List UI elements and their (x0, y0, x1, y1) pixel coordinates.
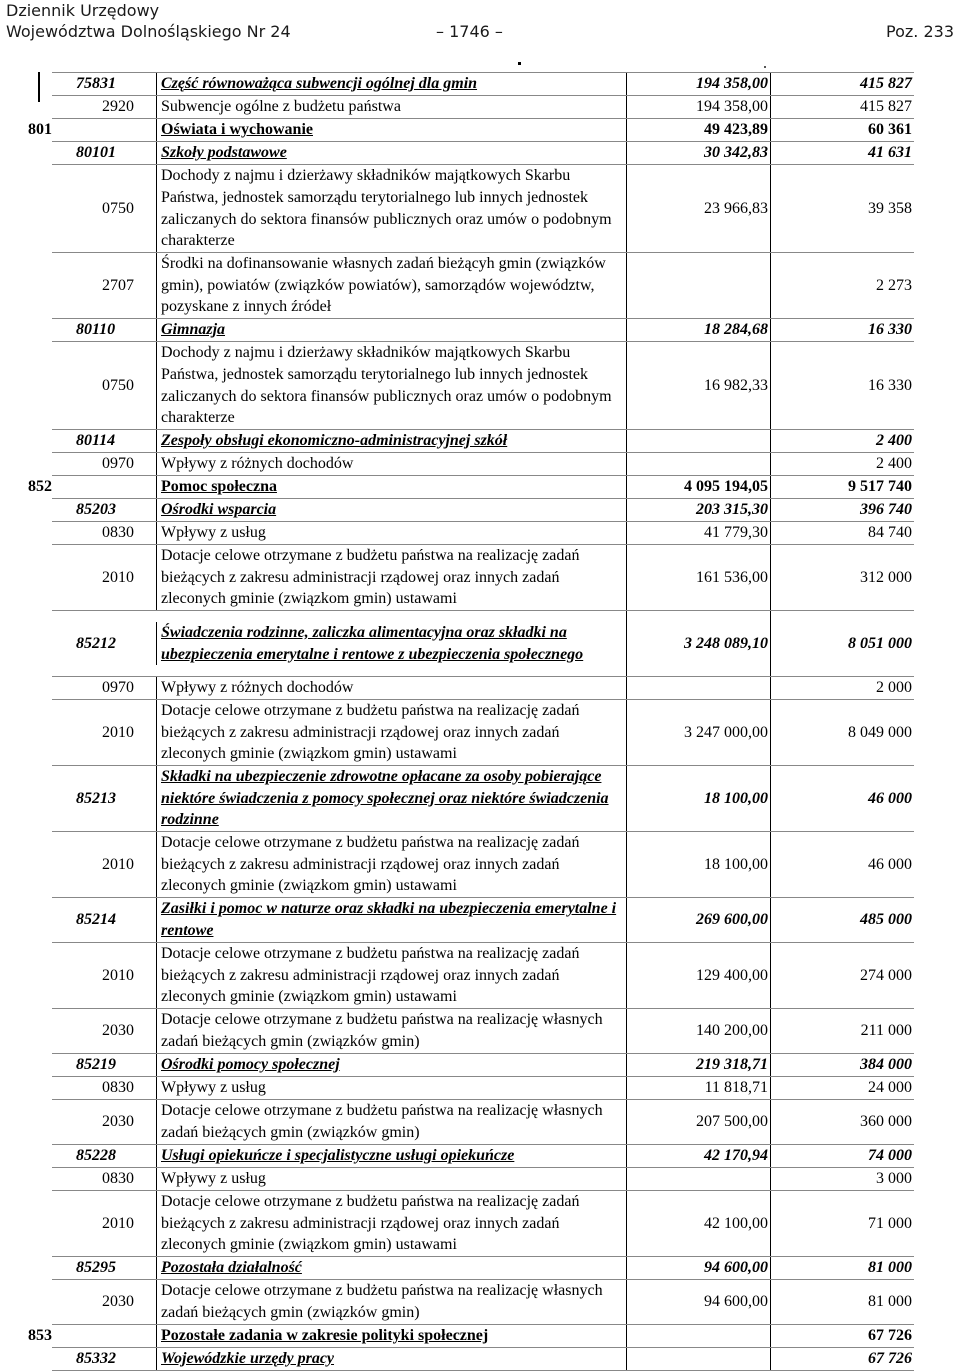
description-text: Szkoły podstawowe (161, 144, 287, 162)
code-label: 0830 (102, 1079, 134, 1096)
code-label: 2010 (102, 855, 134, 873)
position-number: Poz. 233 (886, 22, 954, 41)
code-label: 85295 (76, 1259, 116, 1276)
code-label: 852 (28, 478, 52, 495)
code-label: 853 (28, 1327, 52, 1344)
code-label: 2030 (102, 1113, 134, 1130)
amount-executed: 16 982,33 (626, 342, 770, 429)
table-row (52, 1053, 914, 1076)
amount-executed (626, 1168, 770, 1190)
amount-planned: 67 726 (770, 1348, 914, 1370)
classification-code (52, 499, 156, 521)
amount-planned: 2 400 (770, 430, 914, 452)
classification-code (52, 1168, 156, 1190)
item-description (156, 522, 626, 544)
classification-code (52, 1077, 156, 1099)
table-row (52, 141, 914, 164)
amount-planned: 360 000 (770, 1100, 914, 1144)
amount-executed: 194 358,00 (626, 96, 770, 118)
table-row (52, 1190, 914, 1256)
table-row (52, 1144, 914, 1167)
amount-planned: 485 000 (770, 898, 914, 942)
table-row (52, 1076, 914, 1099)
classification-code (52, 1054, 156, 1076)
amount-planned: 8 051 000 (770, 611, 914, 676)
description-text: Gimnazja (161, 321, 226, 339)
amount-planned: 415 827 (770, 73, 914, 95)
amount-planned: 60 361 (770, 119, 914, 141)
amount-executed: 4 095 194,05 (626, 476, 770, 498)
amount-planned: 384 000 (770, 1054, 914, 1076)
description-text: Wpływy z usług (161, 524, 266, 542)
item-description (156, 476, 626, 498)
table-row (28, 118, 914, 141)
description-text: Pomoc społeczna (161, 478, 277, 496)
amount-planned: 211 000 (770, 1009, 914, 1053)
classification-code (52, 342, 156, 429)
classification-code (28, 476, 156, 498)
amount-planned: 24 000 (770, 1077, 914, 1099)
item-description (156, 898, 626, 941)
amount-planned: 16 330 (770, 319, 914, 341)
table-row (52, 1167, 914, 1190)
code-label: 80101 (76, 144, 116, 161)
item-description (156, 1348, 626, 1370)
code-label: 2010 (102, 1214, 134, 1232)
amount-executed: 41 779,30 (626, 522, 770, 544)
table-row (52, 544, 914, 610)
description-text: Pozostałe zadania w zakresie polityki społecznej (161, 1327, 489, 1345)
item-description (156, 319, 626, 341)
item-description (156, 622, 626, 665)
amount-executed: 140 200,00 (626, 1009, 770, 1053)
classification-code (52, 1348, 156, 1370)
code-label: 2010 (102, 723, 134, 741)
item-description (156, 1168, 626, 1190)
table-row (52, 164, 914, 252)
item-description (156, 1191, 626, 1256)
table-row (52, 831, 914, 897)
amount-executed: 42 100,00 (626, 1191, 770, 1256)
table-row (52, 318, 914, 341)
amount-planned: 46 000 (770, 832, 914, 897)
amount-executed: 3 248 089,10 (626, 611, 770, 676)
classification-code (52, 253, 156, 318)
amount-planned: 312 000 (770, 545, 914, 610)
classification-code (52, 898, 156, 942)
item-description (156, 430, 626, 452)
classification-code (52, 1191, 156, 1256)
description-text: Pozostała działalność (161, 1259, 302, 1277)
amount-executed: 203 315,30 (626, 499, 770, 521)
code-label: 85213 (76, 789, 116, 807)
amount-executed (626, 430, 770, 452)
code-label: 85203 (76, 501, 116, 518)
amount-executed: 129 400,00 (626, 943, 770, 1008)
item-description (156, 677, 626, 699)
item-description (156, 73, 626, 95)
item-description (156, 453, 626, 475)
description-text: Oświata i wychowanie (161, 121, 313, 139)
description-text: Dotacje celowe otrzymane z budżetu państwa na realizację zadań bieżących z zakresu administracji rządowej oraz innych zadań zleconych gminie (związkom gmin) ustawami (161, 833, 580, 895)
amount-planned: 81 000 (770, 1280, 914, 1324)
description-text: Wpływy z usług (161, 1170, 266, 1188)
classification-code (52, 165, 156, 252)
table-row (52, 95, 914, 118)
code-label: 0830 (102, 1170, 134, 1187)
description-text: Dotacje celowe otrzymane z budżetu państwa na realizację zadań bieżących z zakresu administracji rządowej oraz innych zadań zleconych gminie (związkom gmin) ustawami (161, 1192, 580, 1254)
amount-executed: 207 500,00 (626, 1100, 770, 1144)
code-label: 0750 (102, 199, 134, 217)
code-label: 0970 (102, 455, 134, 472)
amount-executed: 269 600,00 (626, 898, 770, 942)
amount-planned: 41 631 (770, 142, 914, 164)
table-row (28, 1324, 914, 1347)
amount-executed: 23 966,83 (626, 165, 770, 252)
amount-planned: 67 726 (770, 1325, 914, 1347)
classification-code (52, 943, 156, 1008)
amount-executed: 94 600,00 (626, 1257, 770, 1279)
journal-issue: Województwa Dolnośląskiego Nr 24 (6, 22, 291, 41)
table-row (52, 72, 914, 95)
amount-executed: 94 600,00 (626, 1280, 770, 1324)
description-text: Dotacje celowe otrzymane z budżetu państwa na realizację własnych zadań bieżących gmin (związków gmin) (161, 1282, 603, 1321)
amount-planned: 9 517 740 (770, 476, 914, 498)
code-label: 2030 (102, 1293, 134, 1310)
item-description (156, 1054, 626, 1076)
code-label: 2707 (102, 276, 134, 294)
code-label: 2010 (102, 568, 134, 586)
description-text: Zespoły obsługi ekonomiczno-administracyjnej szkół (161, 432, 508, 450)
classification-code (52, 1145, 156, 1167)
code-label: 0970 (102, 679, 134, 696)
item-description (156, 545, 626, 610)
description-text: Wpływy z różnych dochodów (161, 455, 354, 473)
amount-planned: 16 330 (770, 342, 914, 429)
table-row (52, 1256, 914, 1279)
amount-executed: 42 170,94 (626, 1145, 770, 1167)
item-description (156, 165, 626, 252)
amount-executed (626, 253, 770, 318)
amount-executed: 18 100,00 (626, 832, 770, 897)
table-row (52, 897, 914, 942)
amount-executed: 3 247 000,00 (626, 700, 770, 765)
amount-planned: 84 740 (770, 522, 914, 544)
description-text: Ośrodki wsparcia (161, 501, 277, 519)
code-label: 85228 (76, 1147, 116, 1164)
item-description (156, 1257, 626, 1279)
journal-title: Dziennik Urzędowy (6, 1, 160, 20)
amount-planned: 274 000 (770, 943, 914, 1008)
description-text: Dotacje celowe otrzymane z budżetu państwa na realizację własnych zadań bieżących gmin (związków gmin) (161, 1011, 603, 1050)
classification-code (52, 319, 156, 341)
code-label: 85219 (76, 1056, 116, 1073)
code-label: 2920 (102, 98, 134, 115)
amount-planned: 3 000 (770, 1168, 914, 1190)
description-text: Świadczenia rodzinne, zaliczka alimentacyjna oraz składki na ubezpieczenia emerytalne i rentowe z ubezpieczenia społecznego (161, 623, 584, 663)
table-row (52, 1279, 914, 1324)
amount-planned: 74 000 (770, 1145, 914, 1167)
classification-code (52, 522, 156, 544)
amount-executed (626, 1325, 770, 1347)
classification-code (28, 119, 156, 141)
item-description (156, 943, 626, 1008)
description-text: Dotacje celowe otrzymane z budżetu państwa na realizację zadań bieżących z zakresu administracji rządowej oraz innych zadań zleconych gminie (związkom gmin) ustawami (161, 546, 580, 608)
table-row (52, 610, 914, 676)
description-text: Usługi opiekuńcze i specjalistyczne usługi opiekuńcze (161, 1147, 515, 1165)
amount-executed: 219 318,71 (626, 1054, 770, 1076)
amount-planned: 39 358 (770, 165, 914, 252)
amount-planned: 2 000 (770, 677, 914, 699)
code-label: 2010 (102, 966, 134, 984)
description-text: Wpływy z usług (161, 1079, 266, 1097)
item-description (156, 832, 626, 897)
table-row (52, 1347, 914, 1371)
table-row (52, 521, 914, 544)
amount-planned: 8 049 000 (770, 700, 914, 765)
item-description (156, 1100, 626, 1143)
item-description (156, 1077, 626, 1099)
classification-code (52, 96, 156, 118)
item-description (156, 1009, 626, 1052)
description-text: Część równoważąca subwencji ogólnej dla gmin (161, 75, 478, 93)
item-description (156, 253, 626, 318)
table-row (28, 475, 914, 498)
classification-code (52, 73, 156, 95)
item-description (156, 499, 626, 521)
amount-planned: 71 000 (770, 1191, 914, 1256)
classification-code (52, 430, 156, 452)
amount-executed: 161 536,00 (626, 545, 770, 610)
description-text: Dochody z najmu i dzierżawy składników majątkowych Skarbu Państwa, jednostek samorządu terytorialnego lub innych jednostek zaliczanych do sektora finansów publicznych oraz umów o podobnym charakterze (161, 344, 612, 427)
table-row (52, 1008, 914, 1053)
code-label: 801 (28, 121, 52, 138)
item-description (156, 1280, 626, 1323)
description-text: Dotacje celowe otrzymane z budżetu państwa na realizację zadań bieżących z zakresu administracji rządowej oraz innych zadań zleconych gminie (związkom gmin) ustawami (161, 701, 580, 763)
amount-executed: 18 100,00 (626, 766, 770, 831)
item-description (156, 766, 626, 831)
scan-speck (518, 62, 521, 65)
item-description (156, 119, 626, 141)
classification-code (52, 611, 156, 676)
description-text: Wojewódzkie urzędy pracy (161, 1350, 335, 1368)
classification-code (52, 545, 156, 610)
amount-executed: 49 423,89 (626, 119, 770, 141)
amount-planned: 396 740 (770, 499, 914, 521)
table-row (52, 452, 914, 475)
description-text: Wpływy z różnych dochodów (161, 679, 354, 697)
amount-planned: 46 000 (770, 766, 914, 831)
code-label: 2030 (102, 1022, 134, 1039)
classification-code (52, 1009, 156, 1053)
page-header (0, 0, 960, 48)
amount-executed: 18 284,68 (626, 319, 770, 341)
amount-planned: 2 273 (770, 253, 914, 318)
classification-code (52, 142, 156, 164)
description-text: Subwencje ogólne z budżetu państwa (161, 98, 401, 116)
item-description (156, 1325, 626, 1347)
amount-executed: 11 818,71 (626, 1077, 770, 1099)
classification-code (52, 766, 156, 831)
description-text: Dotacje celowe otrzymane z budżetu państwa na realizację własnych zadań bieżących gmin (związków gmin) (161, 1102, 603, 1141)
description-text: Zasiłki i pomoc w naturze oraz składki na ubezpieczenia emerytalne i rentowe (161, 900, 617, 939)
table-row (52, 341, 914, 429)
item-description (156, 142, 626, 164)
amount-planned: 2 400 (770, 453, 914, 475)
table-row (52, 498, 914, 521)
item-description (156, 700, 626, 765)
code-label: 0830 (102, 524, 134, 541)
code-label: 0750 (102, 376, 134, 394)
classification-code (52, 453, 156, 475)
code-label: 85212 (76, 634, 116, 652)
description-text: Dotacje celowe otrzymane z budżetu państwa na realizację zadań bieżących z zakresu administracji rządowej oraz innych zadań zleconych gminie (związkom gmin) ustawami (161, 944, 580, 1006)
table-row (52, 1099, 914, 1144)
classification-code (52, 1100, 156, 1144)
amount-executed: 30 342,83 (626, 142, 770, 164)
classification-code (52, 700, 156, 765)
item-description (156, 1145, 626, 1167)
amount-executed (626, 677, 770, 699)
amount-planned: 81 000 (770, 1257, 914, 1279)
table-row (52, 942, 914, 1008)
amount-planned: 415 827 (770, 96, 914, 118)
code-label: 85332 (76, 1350, 116, 1367)
code-label: 80114 (76, 432, 116, 449)
classification-code (52, 1280, 156, 1324)
table-row (52, 252, 914, 318)
budget-table (28, 72, 914, 1371)
code-label: 75831 (76, 75, 116, 92)
page-number: – 1746 – (436, 22, 503, 41)
classification-code (28, 1325, 156, 1347)
amount-executed (626, 1348, 770, 1370)
description-text: Ośrodki pomocy społecznej (161, 1056, 340, 1074)
item-description (156, 96, 626, 118)
description-text: Składki na ubezpieczenie zdrowotne opłacane za osoby pobierające niektóre świadczenia z pomocy społecznej oraz niektóre świadczenia rodzinne (161, 767, 609, 829)
classification-code (52, 1257, 156, 1279)
classification-code (52, 832, 156, 897)
classification-code (52, 677, 156, 699)
amount-executed (626, 453, 770, 475)
table-row (52, 765, 914, 831)
code-label: 80110 (76, 321, 116, 338)
table-row (52, 699, 914, 765)
table-row (52, 676, 914, 699)
description-text: Środki na dofinansowanie własnych zadań bieżącyh gmin (związków gmin), powiatów (związków powiatów), samorządów województw, pozyskane z innych źródeł (161, 254, 606, 316)
amount-executed: 194 358,00 (626, 73, 770, 95)
item-description (156, 342, 626, 429)
code-label: 85214 (76, 911, 116, 928)
scan-speck (764, 66, 766, 68)
margin-mark (38, 72, 40, 102)
description-text: Dochody z najmu i dzierżawy składników majątkowych Skarbu Państwa, jednostek samorządu terytorialnego lub innych jednostek zaliczanych do sektora finansów publicznych oraz umów o podobnym charakterze (161, 167, 612, 250)
table-row (52, 429, 914, 452)
